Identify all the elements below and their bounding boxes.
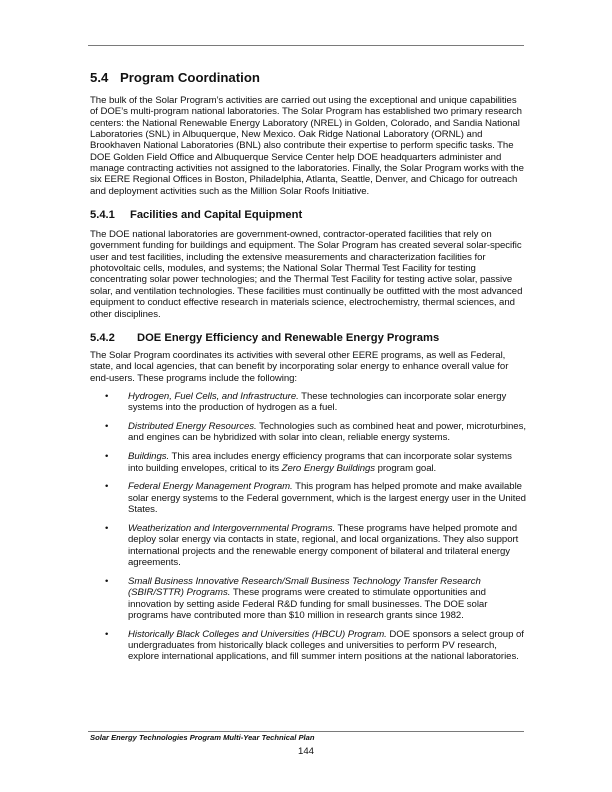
subsection-heading-eere-programs: [90, 331, 526, 345]
subsection-title: Facilities and Capital Equipment: [130, 209, 303, 222]
list-item-title: Hydrogen, Fuel Cells, and Infrastructure.: [128, 390, 299, 402]
facilities-paragraph: The DOE national laboratories are government-owned, contractor-operated facilities that rely on government funding for buildings and equipment. The Solar Program has created several solar-specific user and test facilities, including the extensive measurements and characterization facilities for photovoltaic cells, modules, and systems; the National Solar Thermal Test Facility for testing concentrating solar power technologies; and the Thermal Test Facility for testing active solar, passive solar, and ventilation technologies. These facilities must continually be outfitted with the most advanced equipment to conduct effective research in materials science, electrochemistry, thermal sciences, and other disciplines.: [90, 229, 523, 320]
subsection-heading-facilities: [90, 208, 526, 222]
section-paragraph: The bulk of the Solar Program’s activities are carried out using the exceptional and unique capabilities of DOE’s multi-program national laboratories. The Solar Program has established two primary research centers: the National Renewable Energy Laboratory (NREL) in Golden, Colorado, and Sandia National Laboratories (SNL) in Albuquerque, New Mexico. Oak Ridge National Laboratory (ORNL) and Brookhaven National Laboratories (BNL) also contribute their expertise to perform specific tasks. The DOE Golden Field Office and Albuquerque Service Center help DOE headquarters administer and manage contracting activities not assigned to the laboratories. Finally, the Solar Program works with the six EERE Regional Offices in Boston, Philadelphia, Atlanta, Seattle, Denver, and Chicago for outreach and deployment activities such as the Million Solar Roofs Initiative.: [90, 95, 524, 197]
list-item: [90, 523, 526, 568]
bullet-icon: •: [105, 628, 109, 640]
list-item-text-after: program goal.: [375, 462, 437, 474]
bullet-icon: •: [105, 451, 109, 463]
subsection-number: 5.4.1: [90, 209, 115, 222]
list-item: [90, 391, 526, 414]
bullet-icon: •: [105, 390, 109, 402]
list-item: [90, 481, 526, 515]
bullet-icon: •: [105, 421, 109, 433]
list-item-text: These programs have helped promote and deploy solar energy via contacts in state, regional, and local organizations. They also support international projects and the renewable energy component of bilateral and trilateral energy agreements.: [128, 522, 519, 568]
header-rule: [88, 45, 524, 46]
bullet-icon: •: [105, 522, 109, 534]
bullet-icon: •: [105, 575, 109, 587]
list-item-title: Small Business Innovative Research/Small Business Technology Transfer Research (SBIR/STTR) Programs.: [128, 575, 481, 599]
bullet-icon: •: [105, 481, 109, 493]
page-content: [90, 70, 526, 670]
eere-programs-paragraph: The Solar Program coordinates its activities with several other EERE programs, as well as Federal, state, and local agencies, that can benefit by incorporating solar energy to enhance overall value for end-users. These programs include the following:: [90, 349, 509, 384]
list-item-text: These programs were created to stimulate opportunities and innovation by setting aside Federal R&D funding for small businesses. The DOE solar programs have contributed more than $10 million in research grants since 1982.: [128, 587, 488, 621]
list-item-emphasis: Zero Energy Buildings: [281, 462, 376, 474]
footer-document-title: Solar Energy Technologies Program Multi-Year Technical Plan: [90, 733, 315, 742]
list-item-text: Technologies such as combined heat and power, microturbines, and engines can be hybridized with solar into clean, reliable energy systems.: [128, 421, 526, 444]
list-item-title: Federal Energy Management Program.: [128, 481, 293, 493]
programs-list: [90, 391, 526, 663]
footer-rule: [88, 731, 524, 732]
list-item-title: Distributed Energy Resources.: [128, 421, 257, 433]
page-number: 144: [297, 746, 314, 757]
list-item-title: Historically Black Colleges and Universities (HBCU) Program.: [128, 628, 387, 640]
list-item: [90, 421, 526, 444]
list-item-text: These technologies can incorporate solar energy systems into the production of hydrogen as a fuel.: [128, 390, 507, 414]
list-item-text: DOE sponsors a select group of undergraduates from historically black colleges and universities to perform PV research, explore international applications, and fill summer intern positions at the national laboratories.: [128, 628, 524, 663]
section-heading: [90, 70, 526, 86]
list-item: [90, 629, 526, 663]
list-item: [90, 451, 526, 474]
subsection-number: 5.4.2: [90, 331, 115, 344]
section-title: Program Coordination: [120, 70, 260, 85]
list-item-text: This program has helped promote and make available solar energy systems to the Federal government, which is the largest energy user in the United States.: [128, 481, 526, 516]
list-item-title: Weatherization and Intergovernmental Programs.: [128, 522, 336, 534]
list-item-title: Buildings.: [128, 451, 170, 463]
subsection-title: DOE Energy Efficiency and Renewable Energy Programs: [137, 331, 440, 344]
section-number: 5.4: [90, 70, 109, 85]
list-item-text: This area includes energy efficiency programs that can incorporate solar systems into building envelopes, critical to its: [128, 451, 512, 474]
list-item: [90, 576, 526, 621]
